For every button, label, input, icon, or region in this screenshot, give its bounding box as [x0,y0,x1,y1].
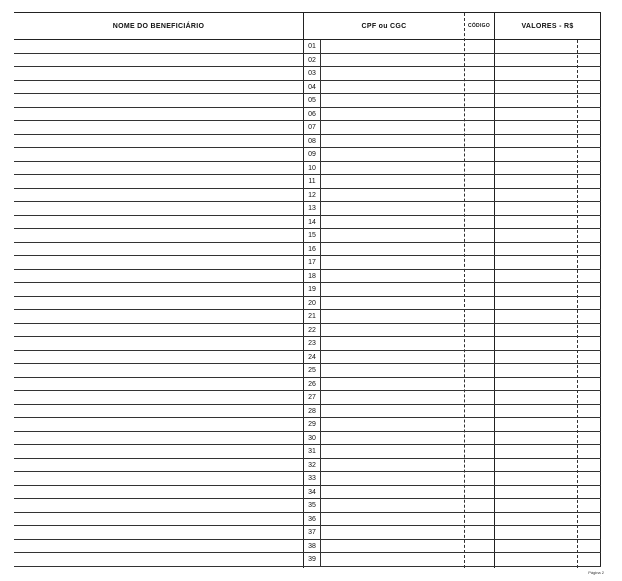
row-number-divider [320,202,321,215]
table-row [14,162,601,176]
row-number-divider [320,40,321,53]
table-body [14,40,601,568]
row-number-divider [320,553,321,566]
row-number: 04 [308,83,316,91]
beneficiary-table [14,12,601,567]
page-footer: Página 2 [588,570,604,575]
row-number: 30 [308,434,316,442]
row-number: 39 [308,556,316,563]
table-row [14,459,601,473]
row-number-divider [320,526,321,539]
row-number-divider [320,243,321,256]
row-number-divider [320,67,321,80]
table-row [14,94,601,108]
row-number-divider [320,270,321,283]
table-row [14,108,601,122]
row-number-divider [320,229,321,242]
row-number-divider [320,513,321,526]
table-row [14,364,601,378]
row-number-divider [320,189,321,202]
row-number-divider [320,486,321,499]
row-number-divider [320,364,321,377]
row-number: 01 [308,43,316,50]
row-number-divider [320,297,321,310]
row-number-divider [320,54,321,67]
row-number: 27 [308,394,316,401]
table-row [14,243,601,257]
table-row [14,202,601,216]
row-number: 08 [308,137,316,145]
row-number: 35 [308,502,316,509]
table-row [14,189,601,203]
table-header [14,13,601,40]
row-number-divider [320,135,321,148]
row-number: 33 [308,475,316,482]
row-number-divider [320,337,321,350]
row-number: 03 [308,70,316,77]
row-number: 09 [308,151,316,158]
table-row [14,229,601,243]
table-row [14,472,601,486]
table-row [14,351,601,365]
row-number-divider [320,378,321,391]
row-number: 14 [308,218,316,226]
row-number: 05 [308,97,316,104]
row-number: 34 [308,488,316,496]
table-row [14,540,601,554]
table-row [14,418,601,432]
row-number: 37 [308,529,316,536]
row-number-divider [320,445,321,458]
table-row [14,553,601,567]
table-row [14,40,601,54]
table-row [14,297,601,311]
table-row [14,324,601,338]
row-number-divider [320,472,321,485]
row-number: 21 [308,313,316,320]
row-number: 16 [308,245,316,253]
column-header-codigo: CÓDIGO [467,23,491,29]
row-number: 31 [308,448,316,455]
table-row [14,81,601,95]
row-number-divider [320,391,321,404]
row-number-divider [320,459,321,472]
table-row [14,310,601,324]
row-number-divider [320,432,321,445]
column-header-cpf: CPF ou CGC [361,22,407,30]
table-row [14,378,601,392]
row-number: 29 [308,421,316,428]
row-number: 25 [308,367,316,374]
row-number: 38 [308,542,316,550]
row-number: 07 [308,124,316,131]
row-number-divider [320,405,321,418]
row-number: 36 [308,515,316,523]
row-number: 12 [308,191,316,199]
table-row [14,256,601,270]
row-number-divider [320,216,321,229]
table-row [14,67,601,81]
row-number: 11 [308,178,316,185]
table-row [14,486,601,500]
table-row [14,175,601,189]
table-row [14,526,601,540]
row-number: 20 [308,299,316,307]
table-row [14,391,601,405]
row-number-divider [320,94,321,107]
table-row [14,121,601,135]
row-number: 24 [308,353,316,361]
table-row [14,405,601,419]
table-row [14,337,601,351]
row-number: 23 [308,340,316,347]
table-row [14,499,601,513]
row-number-divider [320,310,321,323]
row-number: 32 [308,461,316,469]
row-number-divider [320,121,321,134]
row-number-divider [320,283,321,296]
table-row [14,148,601,162]
row-number-divider [320,148,321,161]
row-number-divider [320,256,321,269]
row-number: 26 [308,380,316,388]
row-number: 13 [308,205,316,212]
column-header-nome: NOME DO BENEFICIÁRIO [112,22,205,30]
row-number: 15 [308,232,316,239]
table-row [14,445,601,459]
row-number-divider [320,324,321,337]
table-row [14,216,601,230]
row-number-divider [320,162,321,175]
table-row [14,270,601,284]
row-number-divider [320,418,321,431]
table-row [14,283,601,297]
row-number-divider [320,175,321,188]
row-number-divider [320,540,321,553]
row-number: 10 [308,164,316,172]
table-row [14,513,601,527]
row-number: 06 [308,110,316,118]
row-number: 22 [308,326,316,334]
row-number: 28 [308,407,316,415]
row-number-divider [320,351,321,364]
row-number: 02 [308,56,316,64]
table-row [14,54,601,68]
column-header-valores: VALORES - R$ [521,22,574,30]
row-number: 19 [308,286,316,293]
row-number-divider [320,499,321,512]
row-number: 17 [308,259,316,266]
table-row [14,135,601,149]
row-number-divider [320,81,321,94]
row-number-divider [320,108,321,121]
table-row [14,432,601,446]
row-number: 18 [308,272,316,280]
